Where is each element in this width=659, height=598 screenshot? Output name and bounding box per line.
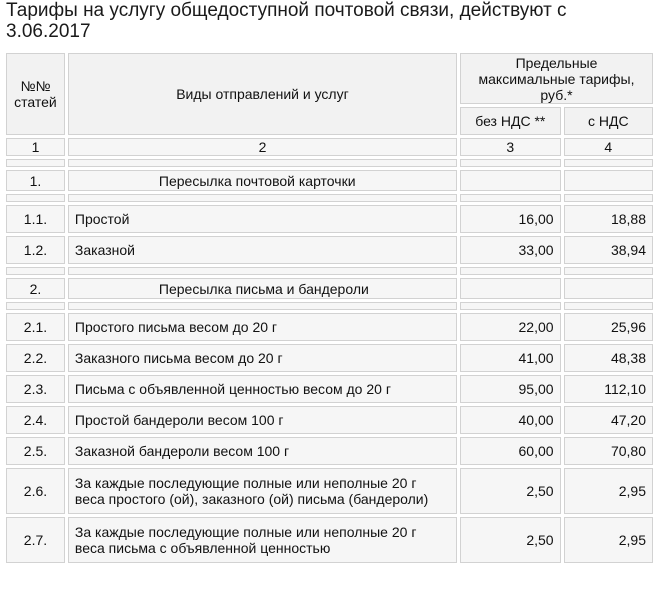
row-price-no-vat: 33,00 bbox=[460, 236, 561, 264]
row-price-vat: 25,96 bbox=[564, 313, 653, 341]
column-index: 4 bbox=[564, 138, 653, 156]
spacer-row bbox=[6, 194, 653, 202]
row-name: За каждые последующие полные или неполные 20 г веса письма с объявленной ценностью bbox=[68, 517, 457, 563]
header-article-number: №№ статей bbox=[6, 53, 65, 135]
column-index: 1 bbox=[6, 138, 65, 156]
table-row bbox=[6, 205, 653, 233]
row-price-no-vat: 16,00 bbox=[460, 205, 561, 233]
row-price-no-vat: 2,50 bbox=[460, 468, 561, 514]
document-title bbox=[6, 0, 656, 42]
table-row bbox=[6, 406, 653, 434]
row-number: 1.2. bbox=[6, 236, 65, 264]
row-price-vat: 112,10 bbox=[564, 375, 653, 403]
table-row bbox=[6, 517, 653, 563]
row-number: 2.4. bbox=[6, 406, 65, 434]
row-price-no-vat: 2,50 bbox=[460, 517, 561, 563]
spacer-row bbox=[6, 302, 653, 310]
row-price-no-vat: 60,00 bbox=[460, 437, 561, 465]
row-number: 2.1. bbox=[6, 313, 65, 341]
row-name: Заказной бандероли весом 100 г bbox=[68, 437, 457, 465]
row-price-no-vat: 95,00 bbox=[460, 375, 561, 403]
row-price-vat: 70,80 bbox=[564, 437, 653, 465]
row-price-no-vat: 40,00 bbox=[460, 406, 561, 434]
row-number: 2.7. bbox=[6, 517, 65, 563]
row-number: 2.6. bbox=[6, 468, 65, 514]
row-name: Простого письма весом до 20 г bbox=[68, 313, 457, 341]
row-price-vat: 48,38 bbox=[564, 344, 653, 372]
row-name: Простой bbox=[68, 205, 457, 233]
row-number: 2.2. bbox=[6, 344, 65, 372]
section-title: Пересылка почтовой карточки bbox=[68, 170, 457, 191]
table-row bbox=[6, 313, 653, 341]
header-with-vat: с НДС bbox=[564, 107, 653, 135]
section-title: Пересылка письма и бандероли bbox=[68, 278, 457, 299]
title-line-1: Тарифы на услугу общедоступной почтовой связи, действуют с bbox=[6, 0, 567, 21]
section-number: 1. bbox=[6, 170, 65, 191]
section-row bbox=[6, 170, 653, 191]
section-number: 2. bbox=[6, 278, 65, 299]
row-number: 2.5. bbox=[6, 437, 65, 465]
column-index-row bbox=[6, 138, 653, 156]
row-name: За каждые последующие полные или неполные 20 г веса простого (ой), заказного (ой) письма (бандероли) bbox=[68, 468, 457, 514]
row-name: Простой бандероли весом 100 г bbox=[68, 406, 457, 434]
row-price-no-vat: 41,00 bbox=[460, 344, 561, 372]
row-price-vat: 18,88 bbox=[564, 205, 653, 233]
column-index: 2 bbox=[68, 138, 457, 156]
row-price-vat: 38,94 bbox=[564, 236, 653, 264]
row-name: Заказной bbox=[68, 236, 457, 264]
tariffs-table bbox=[3, 50, 656, 566]
column-index: 3 bbox=[460, 138, 561, 156]
header-max-tariffs: Предельные максимальные тарифы, руб.* bbox=[460, 53, 653, 104]
section-row bbox=[6, 278, 653, 299]
table-row bbox=[6, 375, 653, 403]
header-service-type: Виды отправлений и услуг bbox=[68, 53, 457, 135]
table-row bbox=[6, 344, 653, 372]
row-price-vat: 2,95 bbox=[564, 468, 653, 514]
spacer-row bbox=[6, 159, 653, 167]
title-line-2: 3.06.2017 bbox=[6, 21, 91, 42]
table-row bbox=[6, 236, 653, 264]
row-number: 1.1. bbox=[6, 205, 65, 233]
row-name: Заказного письма весом до 20 г bbox=[68, 344, 457, 372]
row-price-vat: 47,20 bbox=[564, 406, 653, 434]
row-number: 2.3. bbox=[6, 375, 65, 403]
row-name: Письма с объявленной ценностью весом до 20 г bbox=[68, 375, 457, 403]
spacer-row bbox=[6, 267, 653, 275]
table-row bbox=[6, 437, 653, 465]
table-row bbox=[6, 468, 653, 514]
header-without-vat: без НДС ** bbox=[460, 107, 561, 135]
row-price-vat: 2,95 bbox=[564, 517, 653, 563]
row-price-no-vat: 22,00 bbox=[460, 313, 561, 341]
